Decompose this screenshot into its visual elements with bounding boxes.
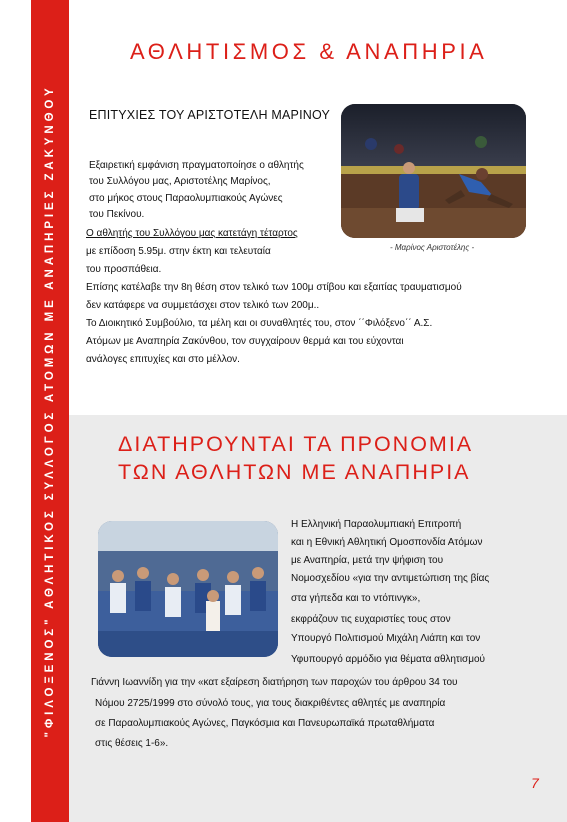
sidebar-club-name: "ΦΙΛΟΞΕΝΟΣ" ΑΘΛΗΤΙΚΟΣ ΣΥΛΛΟΓΟΣ ΑΤΟΜΩΝ ΜΕ ΑΝΑΠΗΡΙΕΣ ΖΑΚΥΝΘΟΥ xyxy=(44,84,56,738)
section2-title-line1: ΔΙΑΤΗΡΟΥΝΤΑΙ ΤΑ ΠΡΟΝΟΜΙΑ xyxy=(118,432,474,456)
section1-line: με επίδοση 5.95μ. στην έκτη και τελευταία xyxy=(86,246,271,257)
section2-line: Νομοσχεδίου «για την αντιμετώπιση της βίας xyxy=(291,573,490,584)
section1-line: Εξαιρετική εμφάνιση πραγματοποίησε ο αθλητής xyxy=(89,160,304,171)
photo-caption: - Μαρίνος Αριστοτέλης - xyxy=(390,243,475,252)
section1-line: Το Διοικητικό Συμβούλιο, τα μέλη και οι συναθλητές του, στον ΄΄Φιλόξενο΄΄ Α.Σ. xyxy=(86,318,433,329)
section2-line: σε Παραολυμπιακούς Αγώνες, Παγκόσμια και Πανευρωπαϊκά πρωταθλήματα xyxy=(95,718,435,729)
section2-line: στα γήπεδα και το ντόπινγκ», xyxy=(291,593,421,604)
section1-line: Επίσης κατέλαβε την 8η θέση στον τελικό των 100μ στίβου και εξαιτίας τραυματισμού xyxy=(86,282,462,293)
section1-line: ανάλογες επιτυχίες και στο μέλλον. xyxy=(86,354,240,365)
section1-line: του Συλλόγου μας, Αριστοτέλης Μαρίνος, xyxy=(89,176,271,187)
section1-subtitle: ΕΠΙΤΥΧΙΕΣ ΤΟΥ ΑΡΙΣΤΟΤΕΛΗ ΜΑΡΙΝΟΥ xyxy=(89,108,331,122)
section1-line: Ο αθλητής του Συλλόγου μας κατετάγη τέταρτος xyxy=(86,228,298,239)
section1-line: του προσπάθεια. xyxy=(86,264,162,275)
section2-line: Υπουργό Πολιτισμού Μιχάλη Λιάπη και τον xyxy=(291,633,481,644)
section2-line: Γιάννη Ιωαννίδη για την «κατ εξαίρεση διατήρηση των παροχών του άρθρου 34 του xyxy=(91,677,458,688)
section2-line: Νόμου 2725/1999 στο σύνολό τους, για τους διακριθέντες αθλητές με αναπηρία xyxy=(95,698,446,709)
section2-line: Υφυπουργό αρμόδιο για θέματα αθλητισμού xyxy=(291,654,486,665)
section2-line: Η Ελληνική Παραολυμπιακή Επιτροπή xyxy=(291,519,462,530)
section2-line: εκφράζουν τις ευχαριστίες τους στον xyxy=(291,614,451,625)
page-number: 7 xyxy=(531,775,539,791)
section1-line: του Πεκίνου. xyxy=(89,209,145,220)
sidebar xyxy=(0,0,70,822)
section1-line: Ατόμων με Αναπηρία Ζακύνθου, τον συγχαίρουν θερμά και του εύχονται xyxy=(86,336,404,347)
athletes-group-photo xyxy=(98,521,278,657)
section2-line: με Αναπηρία, μετά την ψήφιση του xyxy=(291,555,444,566)
section1-line: δεν κατάφερε να συμμετάσχει στον τελικό των 200μ.. xyxy=(86,300,320,311)
section2-title-line2: ΤΩΝ ΑΘΛΗΤΩΝ ΜΕ ΑΝΑΠΗΡΙΑ xyxy=(118,460,471,484)
section1-line: στο μήκος στους Παραολυμπιακούς Αγώνες xyxy=(89,193,283,204)
section2-line: και η Εθνική Αθλητική Ομοσπονδία Ατόμων xyxy=(291,537,483,548)
athlete-photo xyxy=(341,104,526,238)
section2-line: στις θέσεις 1-6». xyxy=(95,738,169,749)
section1-title: ΑΘΛΗΤΙΣΜΟΣ & ΑΝΑΠΗΡΙΑ xyxy=(130,39,488,64)
